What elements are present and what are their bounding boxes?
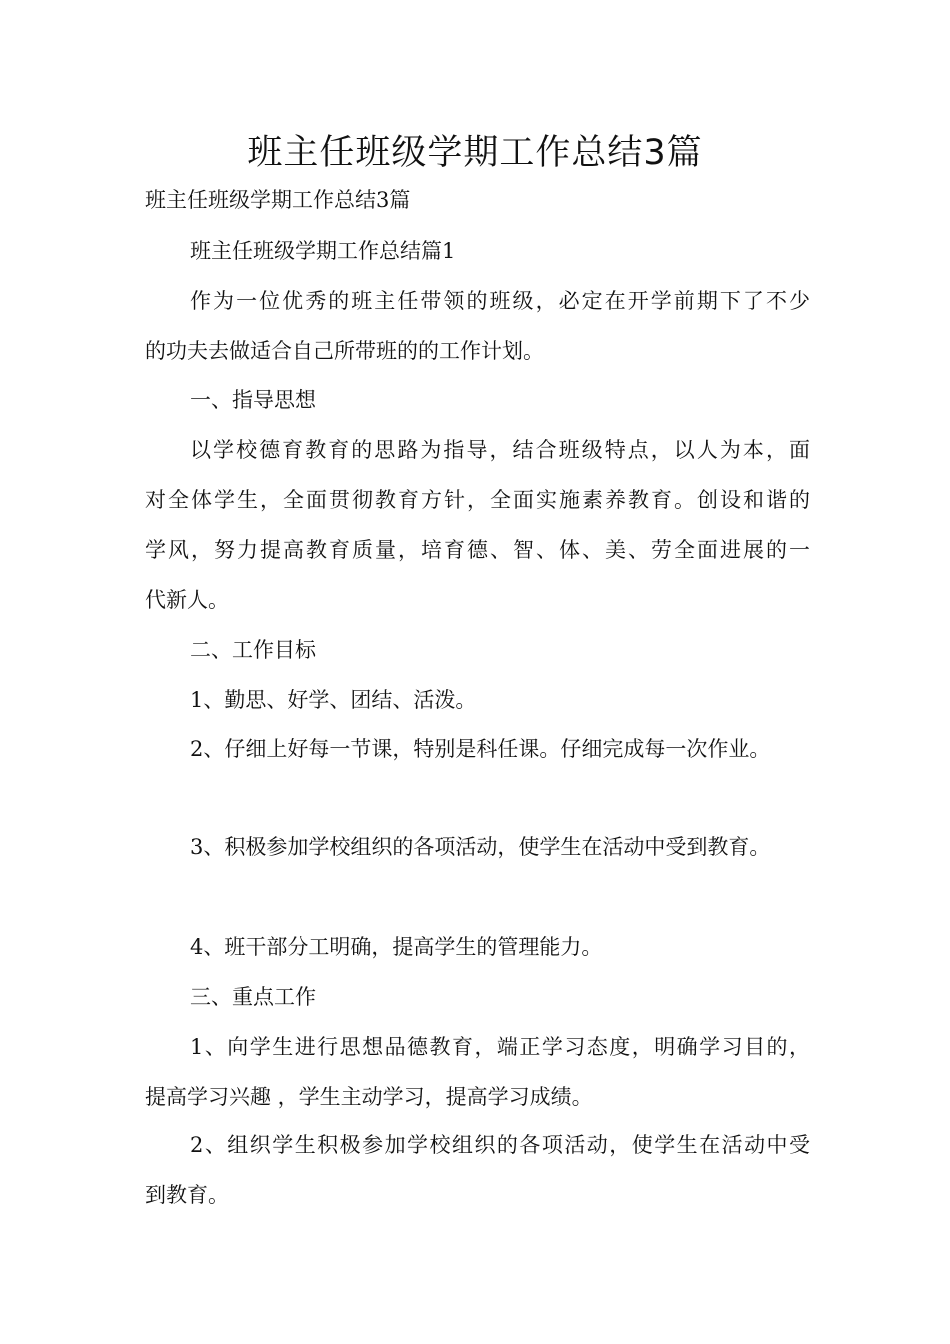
- intro-paragraph-line: 的功夫去做适合自己所带班的的工作计划。: [145, 339, 544, 363]
- goal-item: 3、积极参加学校组织的各项活动，使学生在活动中受到教育。: [190, 835, 771, 859]
- key-work-item-line: 1、向学生进行思想品德教育，端正学习态度，明确学习目的，: [190, 1035, 810, 1059]
- guiding-idea-paragraph-line: 代新人。: [145, 588, 229, 612]
- part-heading: 班主任班级学期工作总结篇1: [190, 239, 456, 263]
- document-title: 班主任班级学期工作总结3篇: [247, 133, 703, 173]
- document-subtitle: 班主任班级学期工作总结3篇: [145, 188, 411, 212]
- guiding-idea-paragraph-line: 学风，努力提高教育质量，培育德、智、体、美、劳全面进展的一: [145, 538, 810, 562]
- key-work-item-line: 到教育。: [145, 1183, 229, 1207]
- goal-item: 2、仔细上好每一节课，特别是科任课。仔细完成每一次作业。: [190, 737, 771, 761]
- goal-item: 4、班干部分工明确，提高学生的管理能力。: [190, 935, 603, 959]
- section-heading-work-goals: 二、工作目标: [190, 638, 316, 662]
- section-heading-guiding-idea: 一、指导思想: [190, 388, 316, 412]
- key-work-item-line: 提高学习兴趣 ，学生主动学习，提高学习成绩。: [145, 1085, 593, 1109]
- key-work-item-line: 2、组织学生积极参加学校组织的各项活动，使学生在活动中受: [190, 1133, 810, 1157]
- guiding-idea-paragraph-line: 对全体学生，全面贯彻教育方针，全面实施素养教育。创设和谐的: [145, 488, 810, 512]
- section-heading-key-work: 三、重点工作: [190, 985, 316, 1009]
- goal-item: 1、勤思、好学、团结、活泼。: [190, 688, 477, 712]
- intro-paragraph-line: 作为一位优秀的班主任带领的班级，必定在开学前期下了不少: [190, 289, 810, 313]
- guiding-idea-paragraph-line: 以学校德育教育的思路为指导，结合班级特点，以人为本，面: [190, 438, 810, 462]
